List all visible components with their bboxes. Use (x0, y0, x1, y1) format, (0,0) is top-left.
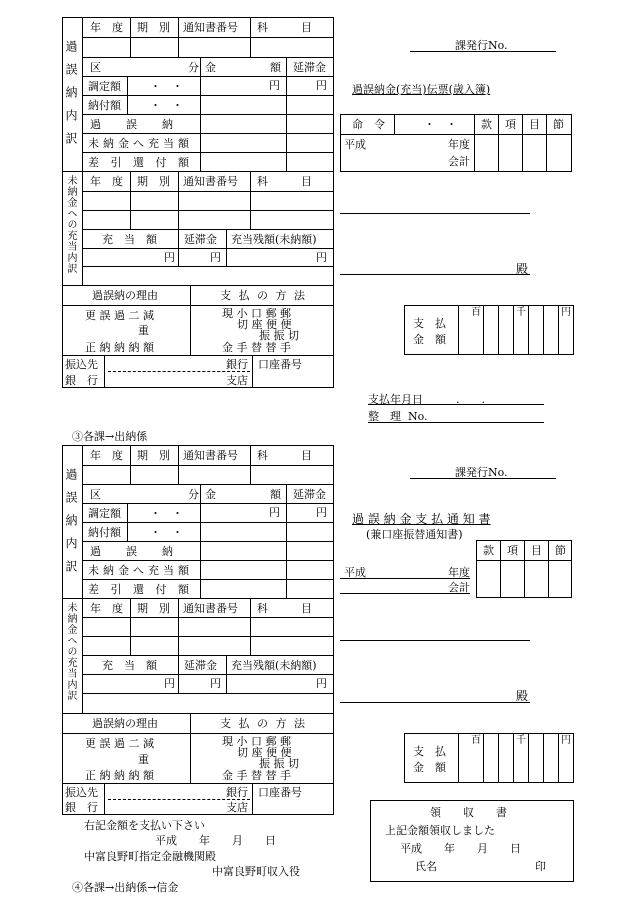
account-label: 口座番号 (258, 358, 302, 371)
b-juto-yen1: 円 (164, 677, 175, 690)
b-pay-sen: 千 (516, 735, 526, 746)
b-row-mino-juto: 未納金へ充当額 (88, 564, 193, 577)
header-year: 年 度 (90, 21, 123, 34)
method-label: 支 払 の 方 法 (220, 289, 307, 302)
kubun-gaku: 額 (270, 61, 281, 74)
pay-hyaku: 百 (471, 307, 481, 318)
b-juto-zan: 充当残額(未納額) (231, 659, 317, 672)
chotei-dots: ・ ・ (150, 80, 183, 93)
tono-label: 殿 (516, 262, 529, 276)
juto-yen3: 円 (316, 251, 327, 264)
kan-label: 款 (481, 118, 492, 131)
method-3: 振 振 切 (259, 329, 299, 342)
b-header-notice-no: 通知書番号 (183, 449, 238, 462)
b-setsu-label: 節 (555, 544, 566, 557)
b-method-4: 金 手 替 替 手 (222, 769, 291, 782)
header2-year: 年 度 (90, 175, 123, 188)
b-pay-hyaku: 百 (471, 735, 481, 746)
meirei-dots: ・ ・ (424, 118, 457, 131)
method-4: 金 手 替 替 手 (222, 341, 291, 354)
b-juto-yen3: 円 (316, 677, 327, 690)
b-kaikei-label: 会計 (448, 581, 470, 594)
b-side-label-kagonou: 過誤納内訳 (64, 468, 78, 583)
b-juto-entai: 延滞金 (184, 659, 217, 672)
row-mino-juto: 未納金へ充当額 (88, 137, 193, 150)
kaikei-label: 会計 (448, 155, 470, 168)
b-reason-1: 更 誤 過 二 減 (85, 737, 154, 750)
b-chotei-yen1: 円 (269, 506, 280, 519)
b-dept-no: 課発行No. (455, 466, 508, 479)
header2-period: 期 別 (137, 175, 170, 188)
b-header2-notice-no: 通知書番号 (183, 602, 238, 615)
kubun-entai: 延滞金 (293, 61, 326, 74)
b-kou-label: 項 (507, 544, 518, 557)
b-reason-label: 過誤納の理由 (92, 717, 158, 730)
method-1: 現 小 口 郵 郵 (222, 307, 291, 320)
b-chotei-label: 調定額 (88, 507, 121, 520)
b-reason-3: 正 納 納 納 額 (85, 769, 154, 782)
method-2: 切 座 便 便 (237, 318, 292, 331)
juto-label: 充 当 額 (102, 233, 157, 246)
b-chotei-yen2: 円 (316, 506, 327, 519)
b-pay-label2: 金 額 (413, 761, 446, 774)
juto-entai: 延滞金 (184, 233, 217, 246)
receipt-name: 氏名 (415, 860, 437, 873)
b-row-sashihiki: 差 引 還 付 額 (88, 583, 193, 596)
nofu-label: 納付額 (88, 99, 121, 112)
pay-label1: 支 払 (413, 317, 446, 330)
footer-line2: 平成 年 月 日 (155, 834, 276, 847)
b-header-period: 期 別 (137, 449, 170, 462)
heisei-label: 平成 (344, 138, 366, 151)
final-route-label: ④各課→出納係→信金 (72, 881, 179, 894)
dept-no: 課発行No. (455, 39, 508, 52)
ginko-label: 銀 行 (65, 374, 98, 387)
b-method-3: 振 振 切 (259, 757, 299, 770)
b-header-year: 年 度 (90, 449, 123, 462)
footer-line4: 中富良野町収入役 (212, 865, 300, 878)
mid-route-label: ③各課→出納係 (72, 430, 148, 443)
side-label-kagonou: 過誤納内訳 (64, 40, 78, 155)
b-row-kagonou: 過 誤 納 (90, 545, 180, 558)
juto-zan: 充当残額(未納額) (231, 233, 317, 246)
juto-yen2: 円 (210, 251, 221, 264)
reason-2: 重 (138, 324, 149, 337)
pay-en: 円 (561, 307, 571, 318)
kubun-bun: 分 (188, 61, 199, 74)
b-header2-year: 年 度 (90, 602, 123, 615)
b-tono-label: 殿 (516, 689, 529, 703)
receipt-title: 領 収 書 (430, 806, 507, 819)
receipt-line1: 上記金額領収しました (385, 824, 495, 837)
branch-label: 支店 (226, 374, 248, 387)
b-moku-label: 目 (531, 544, 542, 557)
b-reason-2: 重 (138, 753, 149, 766)
nendo-label: 年度 (448, 138, 470, 151)
setsu-label: 節 (553, 118, 564, 131)
b-ginko-label: 銀 行 (65, 801, 98, 814)
voucher-title: 過誤納金(充当)伝票(歳入簿) (352, 83, 491, 96)
b-kan-label: 款 (483, 544, 494, 557)
b-nofu-dots: ・ ・ (150, 526, 183, 539)
b-kubun-bun: 分 (188, 488, 199, 501)
furikomi-label: 振込先 (65, 358, 98, 371)
row-sashihiki: 差 引 還 付 額 (88, 156, 193, 169)
b-kubun-entai: 延滞金 (293, 488, 326, 501)
row-kagonou: 過 誤 納 (90, 118, 180, 131)
b-pay-en: 円 (561, 735, 571, 746)
b-kubun-gaku: 額 (270, 488, 281, 501)
reason-3: 正 納 納 納 額 (85, 341, 154, 354)
kubun-ku: 区 (90, 61, 101, 74)
b-method-label: 支 払 の 方 法 (220, 717, 307, 730)
seiri-no: No. (408, 410, 428, 423)
b-account-label: 口座番号 (258, 786, 302, 799)
b-header2-period: 期 別 (137, 602, 170, 615)
receipt-date: 平成 年 月 日 (400, 842, 521, 855)
footer-line1: 右記金額を支払い下さい (84, 819, 205, 832)
b-header-subject: 科 目 (257, 449, 312, 462)
b-kubun-ku: 区 (90, 488, 101, 501)
b-side-label-juto: 未納金への充当内訳 (65, 602, 76, 701)
b-nendo-label: 年度 (448, 566, 470, 579)
b-method-2: 切 座 便 便 (237, 746, 292, 759)
chotei-label: 調定額 (88, 80, 121, 93)
pay-date: 支払年月日 . . (368, 393, 485, 406)
chotei-yen2: 円 (316, 79, 327, 92)
header2-notice-no: 通知書番号 (183, 175, 238, 188)
notice-title: 過 誤 納 金 支 払 通 知 書 (352, 512, 491, 526)
seiri-label: 整 理 (368, 410, 401, 423)
meirei-label: 命 令 (352, 118, 385, 131)
chotei-yen1: 円 (269, 79, 280, 92)
side-label-juto: 未納金への充当内訳 (65, 175, 76, 274)
receipt-seal: 印 (535, 860, 546, 873)
b-juto-label: 充 当 額 (102, 659, 157, 672)
b-header2-subject: 科 目 (257, 602, 312, 615)
footer-line3: 中富良野町指定金融機関殿 (84, 850, 216, 863)
kou-label: 項 (505, 118, 516, 131)
reason-1: 更 誤 過 二 減 (85, 309, 154, 322)
b-nofu-label: 納付額 (88, 526, 121, 539)
pay-label2: 金 額 (413, 333, 446, 346)
b-pay-label1: 支 払 (413, 745, 446, 758)
b-branch-label: 支店 (226, 801, 248, 814)
juto-yen1: 円 (164, 251, 175, 264)
b-juto-yen2: 円 (210, 677, 221, 690)
b-furikomi-label: 振込先 (65, 786, 98, 799)
notice-subtitle: (兼口座振替通知書) (366, 528, 463, 541)
bank-label: 銀行 (226, 358, 248, 371)
b-method-1: 現 小 口 郵 郵 (222, 735, 291, 748)
header2-subject: 科 目 (257, 175, 312, 188)
header-period: 期 別 (137, 21, 170, 34)
nofu-dots: ・ ・ (150, 99, 183, 112)
header-notice-no: 通知書番号 (183, 21, 238, 34)
b-heisei-label: 平成 (344, 566, 366, 579)
pay-sen: 千 (516, 307, 526, 318)
kubun-kin: 金 (205, 61, 216, 74)
b-kubun-kin: 金 (205, 488, 216, 501)
moku-label: 目 (529, 118, 540, 131)
b-chotei-dots: ・ ・ (150, 507, 183, 520)
b-bank-label: 銀行 (226, 786, 248, 799)
reason-label: 過誤納の理由 (92, 289, 158, 302)
header-subject: 科 目 (257, 21, 312, 34)
